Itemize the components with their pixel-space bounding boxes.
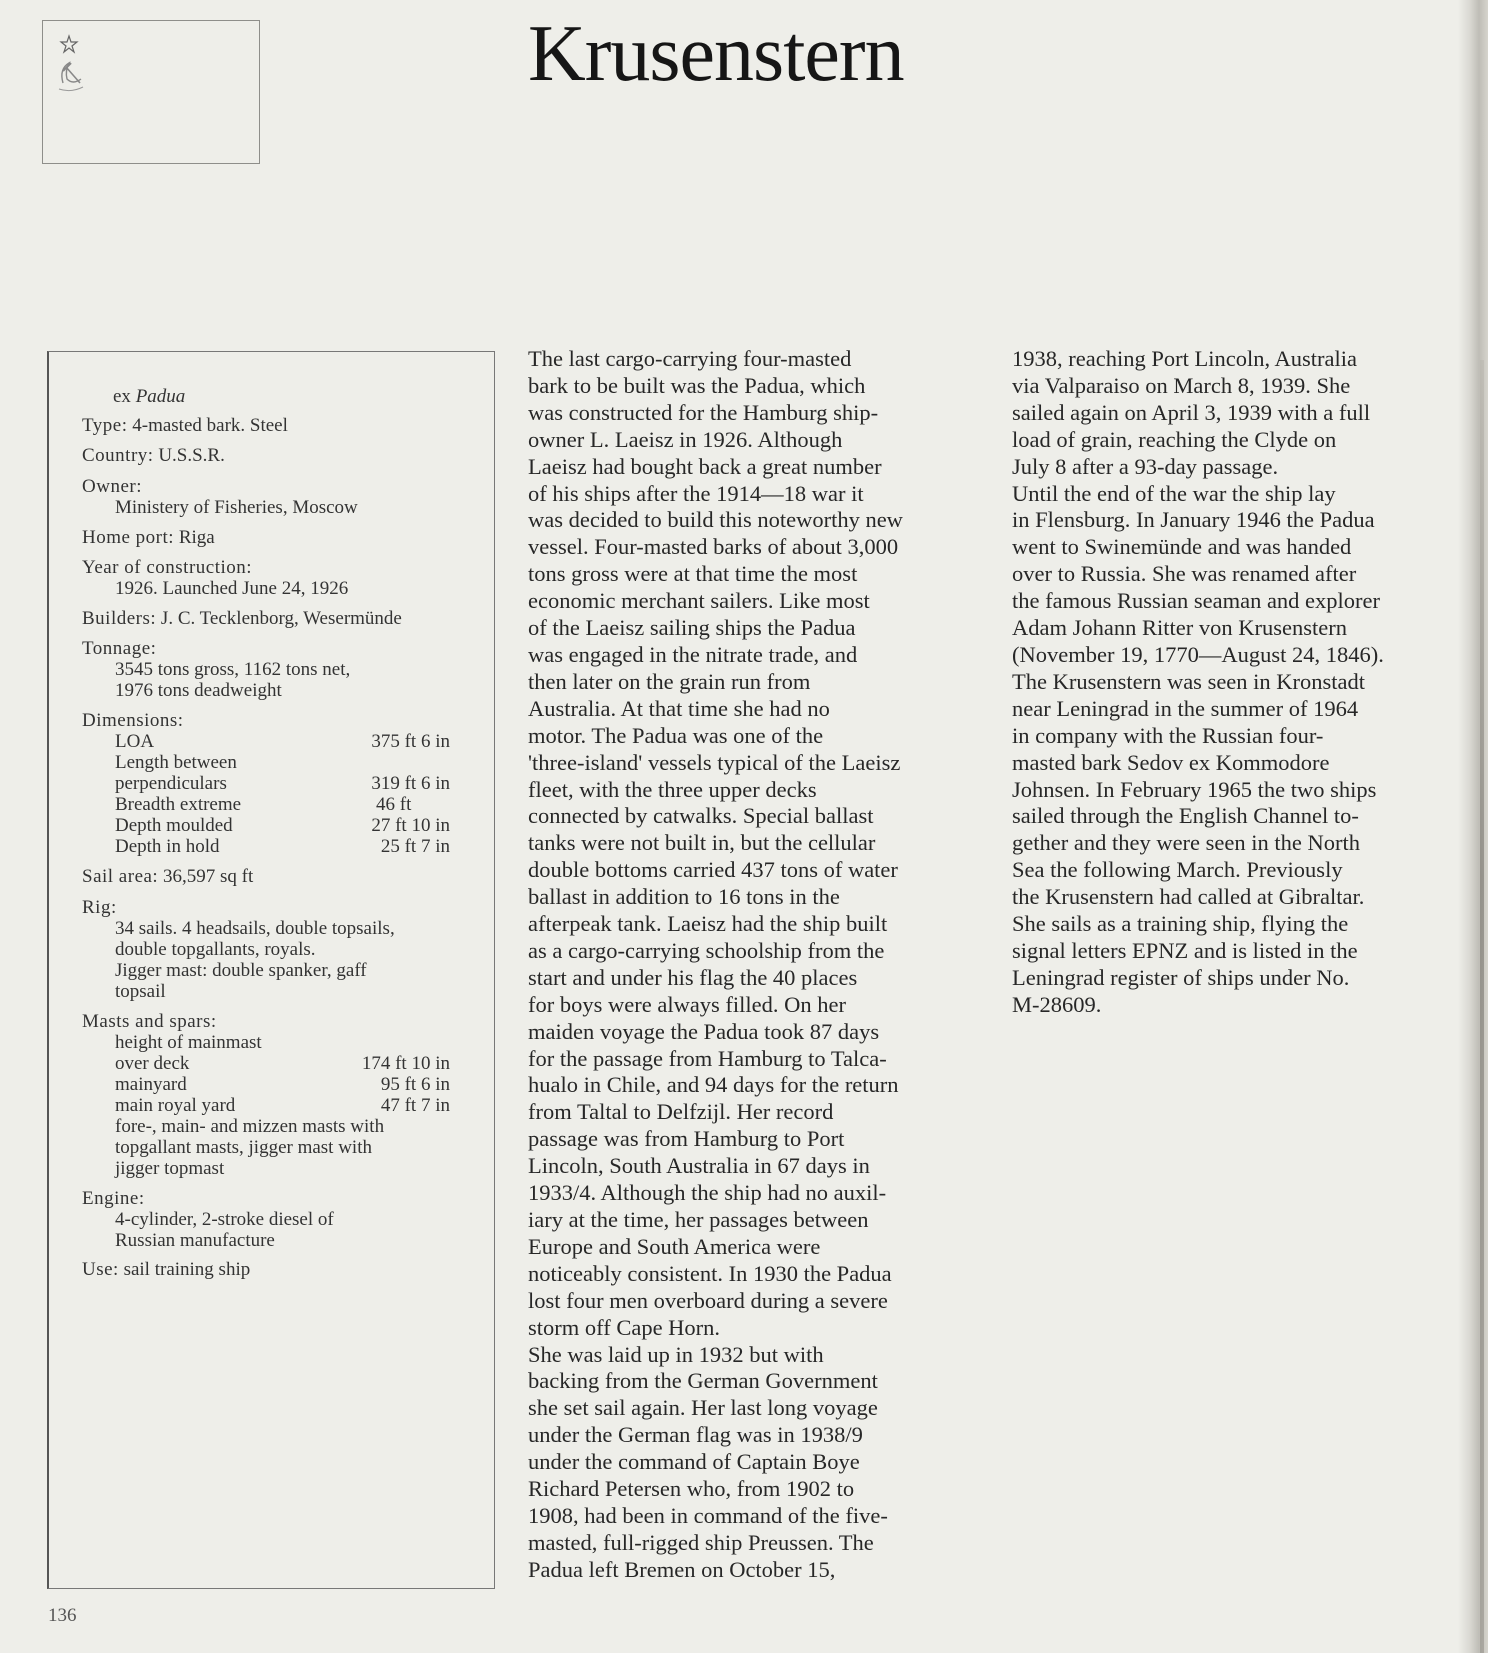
dimension-name: perpendiculars [115,773,227,794]
dimensions-label: Dimensions: [82,710,184,731]
text-line: in company with the Russian four- [1012,722,1324,748]
tonnage-label: Tonnage: [82,638,157,659]
country-value: U.S.S.R. [158,445,225,466]
text-line: signal letters EPNZ and is listed in the [1012,937,1358,963]
text-line: afterpeak tank. Laeisz had the ship built [528,911,888,937]
text-line: gether and they were seen in the North [1012,830,1360,856]
text-line: July 8 after a 93-day passage. [1012,453,1279,479]
spec-type [82,415,288,436]
text-line: masted, full-rigged ship Preussen. The [528,1529,874,1555]
text-line: was constructed for the Hamburg ship- [528,399,879,425]
text-line: from Taltal to Delfzijl. Her record [528,1099,834,1125]
sail-area-label: Sail area: [82,866,159,887]
text-line: Laeisz had bought back a great number [528,453,882,479]
spec-builders [82,608,402,629]
text-line: fleet, with the three upper decks [528,776,817,802]
ex-name: Padua [135,386,186,407]
text-line: of his ships after the 1914—18 war it [528,480,864,506]
text-line: in Flensburg. In January 1946 the Padua [1012,507,1375,533]
text-line: iary at the time, her passages between [528,1207,869,1232]
text-line: connected by catwalks. Special ballast [528,803,874,829]
text-line: Sea the following March. Previously [1012,857,1343,883]
text-line: bark to be built was the Padua, which [528,372,866,398]
ship-specs-box [47,351,495,1589]
text-line: vessel. Four-masted barks of about 3,000 [528,534,899,560]
text-line: 1908, had been in command of the five- [528,1502,888,1528]
text-line: for boys were always filled. On her [528,991,847,1017]
text-line: Europe and South America were [528,1233,821,1259]
text-line: start and under his flag the 40 places [528,964,858,990]
text-line: Lincoln, South Australia in 67 days in [528,1153,870,1179]
tonnage-line-1: 3545 tons gross, 1162 tons net, [115,659,351,680]
gutter-shadow [1480,360,1484,1653]
text-line: was decided to build this noteworthy new [528,507,903,533]
text-line: masted bark Sedov ex Kommodore [1012,749,1330,775]
body-text-column-middle [528,346,988,1584]
rig-line: 34 sails. 4 headsails, double topsails, [115,918,395,939]
use-label: Use: [82,1259,119,1280]
text-line: Australia. At that time she had no [528,695,830,721]
text-line: backing from the German Government [528,1368,878,1394]
dimension-value: 375 ft 6 in [371,731,450,752]
body-text-column-right [1012,346,1462,1019]
text-line: Leningrad register of ships under No. [1012,964,1350,990]
text-line: tons gross were at that time the most [528,561,858,587]
masts-line: topgallant masts, jigger mast with [115,1137,372,1158]
text-line: went to Swinemünde and was handed [1012,534,1352,560]
text-line: the famous Russian seaman and explorer [1012,588,1381,614]
sail-area-value: 36,597 sq ft [162,866,254,887]
masts-line: fore-, main- and mizzen masts with [115,1116,385,1137]
type-value: 4-masted bark. Steel [132,415,288,436]
rig-line: double topgallants, royals. [115,939,316,960]
text-line: owner L. Laeisz in 1926. Although [528,426,843,452]
mast-name: mainyard [115,1074,187,1095]
text-line: the Krusenstern had called at Gibraltar. [1012,884,1365,910]
text-line: was engaged in the nitrate trade, and [528,641,858,667]
tonnage-line-2: 1976 tons deadweight [115,680,282,701]
spec-sail-area [82,866,253,887]
spec-country [82,445,225,466]
text-line: sailed through the English Channel to- [1012,803,1359,829]
text-line: via Valparaiso on March 8, 1939. She [1012,372,1351,398]
text-line: for the passage from Hamburg to Talca- [528,1045,887,1071]
flag-box [42,20,260,164]
homeport-label: Home port: [82,527,175,548]
text-line: under the German flag was in 1938/9 [528,1422,863,1448]
text-line: double bottoms carried 437 tons of water [528,857,898,883]
dimension-value: 46 ft [376,794,412,815]
dimension-value: 25 ft 7 in [380,836,450,857]
mast-name: main royal yard [115,1095,236,1116]
year-value: 1926. Launched June 24, 1926 [115,578,349,599]
text-line: 1938, reaching Port Lincoln, Australia [1012,346,1357,371]
homeport-value: Riga [178,527,215,548]
dimension-name: Depth in hold [115,836,220,857]
ex-label: ex [113,386,131,407]
spec-ex [113,386,185,407]
rig-line: topsail [115,981,166,1002]
dimension-name: LOA [115,731,155,752]
use-value: sail training ship [123,1259,251,1280]
mast-name: height of mainmast [115,1032,262,1053]
owner-label: Owner: [82,476,142,497]
text-line: load of grain, reaching the Clyde on [1012,426,1337,452]
mast-value: 174 ft 10 in [361,1053,450,1074]
spec-use [82,1259,250,1280]
text-line: over to Russia. She was renamed after [1012,561,1357,587]
text-line: maiden voyage the Padua took 87 days [528,1018,880,1044]
spec-homeport [82,527,215,548]
builders-value: J. C. Tecklenborg, Wesermünde [160,608,402,629]
engine-line: Russian manufacture [115,1230,275,1251]
country-label: Country: [82,445,154,466]
owner-value: Ministery of Fisheries, Moscow [115,497,358,518]
text-line: sailed again on April 3, 1939 with a full [1012,399,1371,425]
year-label: Year of construction: [82,557,253,578]
text-line: Padua left Bremen on October 15, [528,1556,836,1582]
text-line: She sails as a training ship, flying the [1012,911,1349,937]
engine-line: 4-cylinder, 2-stroke diesel of [115,1209,334,1230]
text-line: 1933/4. Although the ship had no auxil- [528,1180,887,1206]
text-line: Johnsen. In February 1965 the two ships [1012,776,1377,802]
mast-value: 95 ft 6 in [380,1074,450,1095]
text-line: she set sail again. Her last long voyage [528,1395,878,1421]
text-line: noticeably consistent. In 1930 the Padua [528,1260,892,1286]
text-line: passage was from Hamburg to Port [528,1126,845,1152]
text-line: tanks were not built in, but the cellular [528,830,876,856]
text-line: Richard Petersen who, from 1902 to [528,1476,855,1502]
mast-name: over deck [115,1053,190,1074]
text-line: economic merchant sailers. Like most [528,588,870,614]
text-line: near Leningrad in the summer of 1964 [1012,695,1359,721]
text-line: She was laid up in 1932 but with [528,1341,824,1367]
dimension-name: Length between [115,752,237,773]
masts-line: jigger topmast [115,1158,225,1179]
type-label: Type: [82,415,128,436]
masts-label: Masts and spars: [82,1011,217,1032]
text-line: under the command of Captain Boye [528,1449,860,1475]
dimension-name: Depth moulded [115,815,233,836]
text-line: ballast in addition to 16 tons in the [528,884,840,910]
text-line: as a cargo-carrying schoolship from the [528,937,885,963]
text-line: Adam Johann Ritter von Krusenstern [1012,615,1347,641]
text-line: hualo in Chile, and 94 days for the return [528,1072,899,1098]
text-line: motor. The Padua was one of the [528,722,824,748]
text-line: M-28609. [1012,991,1102,1017]
page-title: Krusenstern [528,10,904,98]
text-line: then later on the grain run from [528,668,811,694]
text-line: 'three-island' vessels typical of the Laeisz [528,749,901,775]
text-line: lost four men overboard during a severe [528,1287,888,1313]
dimension-name: Breadth extreme [115,794,242,815]
text-line: storm off Cape Horn. [528,1314,721,1340]
hammer-sickle-star-flag-icon [53,31,93,101]
rig-line: Jigger mast: double spanker, gaff [115,960,367,981]
text-line: The Krusenstern was seen in Kronstadt [1012,668,1366,694]
text-line: (November 19, 1770—August 24, 1846). [1012,641,1384,667]
rig-label: Rig: [82,897,117,918]
text-line: The last cargo-carrying four-masted [528,346,852,371]
mast-value: 47 ft 7 in [380,1095,450,1116]
text-line: of the Laeisz sailing ships the Padua [528,615,856,641]
engine-label: Engine: [82,1188,145,1209]
builders-label: Builders: [82,608,157,629]
dimension-value: 27 ft 10 in [371,815,450,836]
page-number: 136 [48,1605,77,1626]
dimension-value: 319 ft 6 in [371,773,450,794]
text-line: Until the end of the war the ship lay [1012,480,1336,506]
